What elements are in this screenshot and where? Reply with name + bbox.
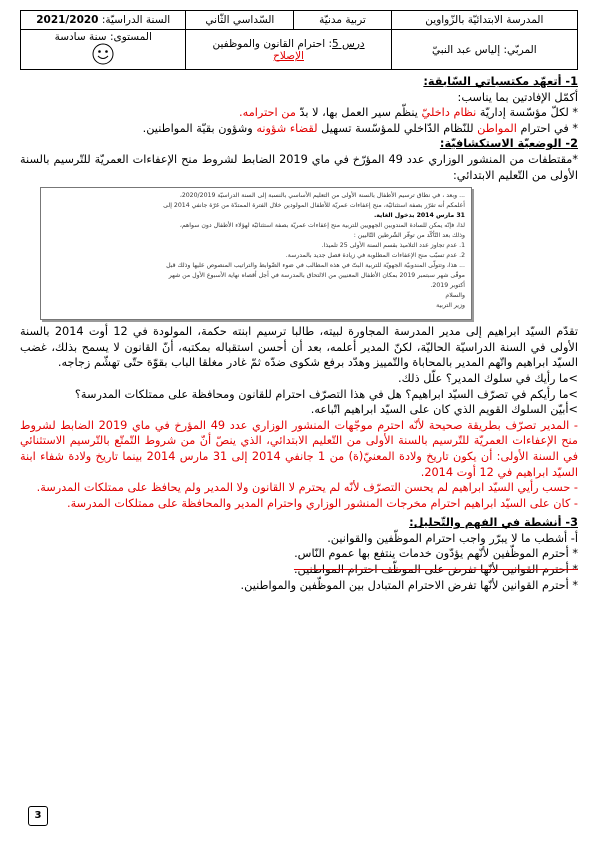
school-year: السنة الدراسيّة: 2021/2020	[21, 11, 186, 30]
question-1: >ما رأيك في سلوك المدير؟ علّل ذلك.	[398, 371, 578, 385]
section-1-answer-2: * في احترام المواطن للنّظام الدّاخلي للمؤسّسة تسهيل لقضاء شؤونه وشؤون بقيّة المواطنين.	[142, 121, 578, 135]
header-table	[20, 10, 578, 70]
option-1: * أحترم الموظّفين لأنّهم يؤدّون خدمات ينتفع بها عموم النّاس.	[294, 547, 578, 561]
year-value: 2021/2020	[36, 14, 99, 26]
page-number: 3	[28, 806, 48, 826]
question-2: >ما رأيكم في تصرّف السيّد ابراهيم؟ هل في هذا التصرّف احترام للقانون ومحافظة على ممتلكات المدرسة؟	[74, 387, 578, 401]
section-1-question: أكمّل الإفادتين بما يناسب:	[457, 90, 578, 104]
teacher: المربّي: إلياس عبد النبيّ	[391, 30, 577, 70]
islah-label: الإصلاح	[273, 49, 304, 62]
section-2-intro: *مقتطفات من المنشور الوزاري عدد 49 المؤرّخ في ماي 2019 الضابط لشروط منح الإعفاءات العمريّة للتّرسيم بالسنة الأولى من التّعليم الابتدائي:	[20, 152, 578, 182]
worksheet-page	[18, 10, 580, 593]
teacher-name: إلياس عبد النبيّ	[431, 43, 501, 56]
option-3: * أحترم القوانين لأنّها تفرض الاحترام المتبادل بين الموظّفين والمواطنين.	[240, 578, 578, 592]
ministry-circular-excerpt: ... وبعد ، في نطاق ترسيم الأطفال بالسنة الأولى من التعليم الأساسي بالنسبة إلى السنة الدراسيّة 2020/2019، أعلمكم أنه تقرّر بصفة استثنائيّة، منح إعفاءات عمريّة للأطفال المولودين خلال الفترة الممتدّة من غرّة جانفي 2014 إلى 31 مارس 2014 بدخول الغاية. لذا، فإنّه يمكن للسادة المندوبين الجهويين للتربية منح إعفاءات عمريّة بصفة استثنائيّة لهؤلاء الأطفال دون سواهم، وذلك بعد التّأكّد من توفّر الشّرطين التّاليين : 1. عدم تجاوز عدد التلاميذ بقسم السنة الأولى 25 تلميذا. 2. عدم تسبّب منح الإعفاءات المطلوبة في زيادة فصل جديد بالمدرسة. ... هذا، وتتولّى المندوبيّة الجهويّة للتربية البتّ في هذه المطالب في ضوء الضّوابط والتراتيب المنصوص عليها وذلك قبل موفّى شهر سبتمبر 2019 بمكان الأطفال المعنيين من الالتحاق بالمدرسة في أجل أقصاه نهاية الأسبوع الأول من شهر أكتوبر 2019. والسلام وزير التربية	[40, 187, 472, 320]
option-2-struck: * أحترم القوانين لأنّها تفرض على الموظّف احترام المواطنين.	[293, 563, 578, 577]
semester: السّداسي الثّاني	[186, 11, 294, 30]
section-3-question: أ- أشطب ما لا يبرّر واجب احترام الموظّفين والقوانين.	[327, 531, 578, 545]
school-name: المدرسة الابتدائيّة بالزّواوين	[391, 11, 577, 30]
section-1-title: 1- أتعهّد مكتسباتي السّابقة:	[423, 75, 578, 88]
worksheet-content	[18, 74, 580, 593]
section-3-title: 3- أنشطة في الفهم والتّحليل:	[409, 516, 578, 530]
section-2-title: 2- الوضعيّة الاستكشافيّة:	[439, 137, 578, 151]
section-1-answer-1: * لكلّ مؤسّسة إداريّة نظام داخليّ ينظّم سير العمل بها، لا بدّ من احترامه.	[239, 106, 578, 120]
lesson-title: درس 5: احترام القانون والموظفين الإصلاح	[186, 30, 391, 70]
smiley-icon	[92, 43, 114, 65]
answer-3: - كان على السيّد ابراهيم احترام مخرجات المنشور الوزاري واحترام المدير والمحافظة على ممتلكات المدرسة.	[67, 496, 578, 510]
level: المستوى: سنة سادسة	[21, 30, 186, 70]
subject: تربية مدنيّة	[294, 11, 391, 30]
answer-1: - المدير تصرّف بطريقة صحيحة لأنّه احترم موجّهات المنشور الوزاري عدد 49 المؤرخ في ماي 2019 الضابط لشروط منح الإعفاءات العمريّة للتّرسيم بالسنة الأولى من التّعليم الابتدائي، الذي ينصّ أنّ من شروط التّمتّع بالتّرسيم الاستثنائي في السنة الأولى: أن يكون تاريخ ولادة المعنيّ(ة) من 1 جانفي 2014 إلى 31 مارس 2014 بينما تاريخ ولادة شفاء ابنة السيّد ابراهيم في 12 أوت 2014.	[20, 418, 578, 479]
answer-2: - حسب رأيي السيّد ابراهيم لم يحسن التصرّف لأنّه لم يحترم لا القانون ولا المدير ولم يحافظ على ممتلكات المدرسة.	[36, 481, 578, 495]
situation-story: تقدّم السيّد ابراهيم إلى مدير المدرسة المجاورة لبيته، طالبا ترسيم ابنته حكمة، المولودة في 12 أوت 2014 بالسنة الأولى في السنة الدراسيّة الحاليّة، لكنّ المدير أعلمه، بعد أن أحسن استقباله بمكتبه، أنّ القانون لا يسمح بذلك، غضب السيّد ابراهيم واتّهم المدير بالمحاباة والتّمييز وهدّد برفع شكوى ضدّه ثمّ غادر مغلقا الباب بقوّة حتّى تهشّم زجاجه.	[20, 325, 578, 370]
question-3: >أبيّن السلوك القويم الذي كان على السيّد ابراهيم اتّباعه.	[310, 403, 578, 417]
